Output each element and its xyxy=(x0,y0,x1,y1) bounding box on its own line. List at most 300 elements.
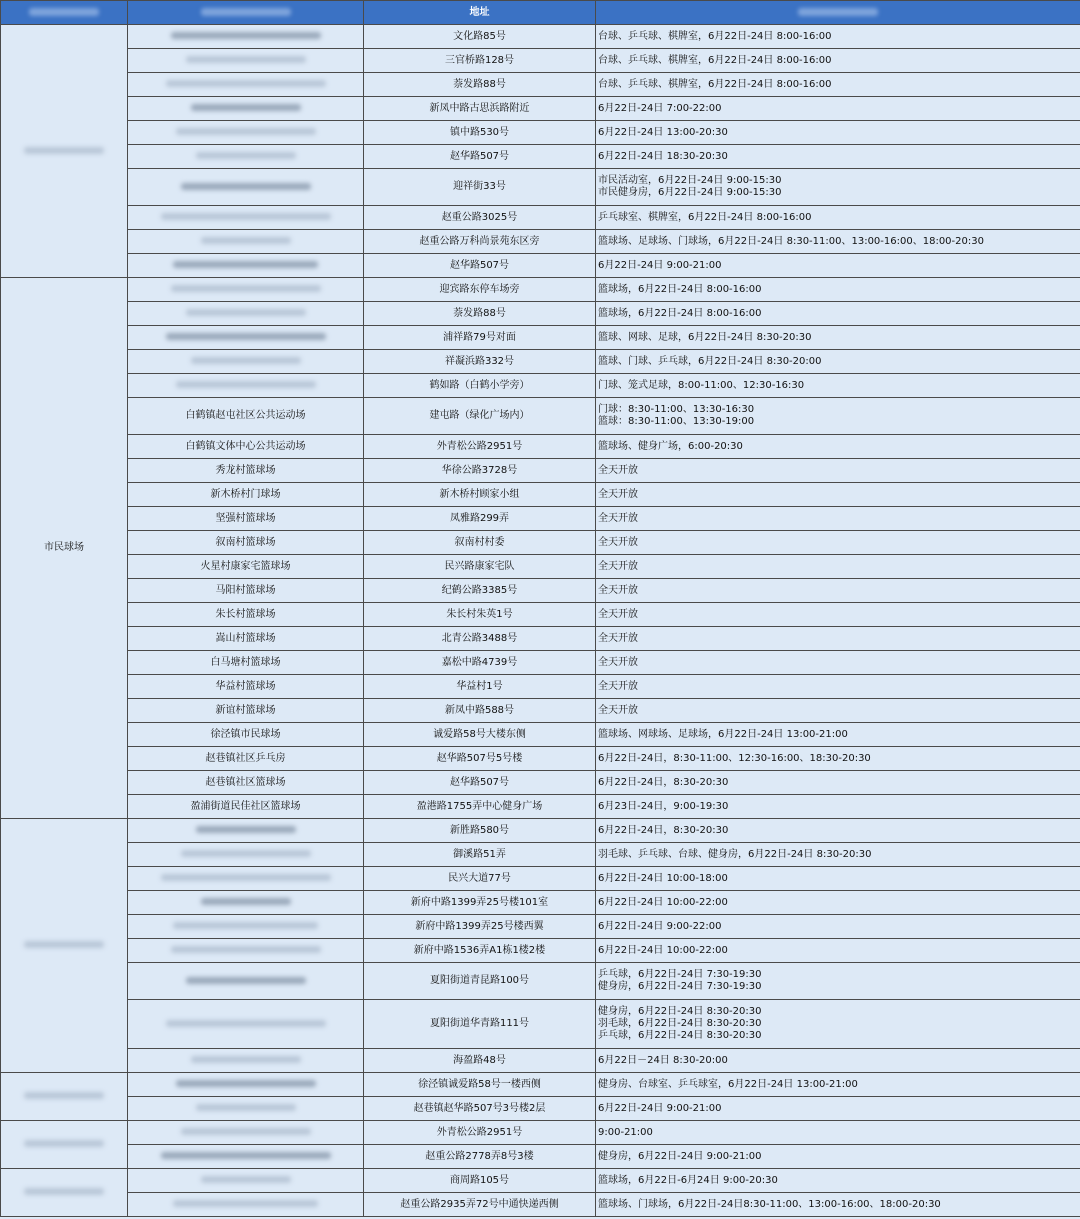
address-cell xyxy=(364,795,596,819)
table-row xyxy=(1,254,1080,278)
address-text: 赵华路507号5号楼 xyxy=(436,752,523,764)
table-row xyxy=(1,747,1080,771)
open-hours-line: 全天开放 xyxy=(598,680,638,692)
redacted-venue xyxy=(191,357,301,364)
redacted-venue xyxy=(181,1128,311,1135)
open-hours-line: 篮球场、门球场，6月22日-24日8:30-11:00、13:00-16:00、18:00-20:30 xyxy=(598,1198,941,1210)
redacted-venue xyxy=(201,898,291,905)
address-cell xyxy=(364,771,596,795)
address-cell xyxy=(364,627,596,651)
category-cell xyxy=(1,1169,128,1217)
address-cell xyxy=(364,302,596,326)
address-text: 祥凝浜路332号 xyxy=(444,355,515,367)
address-cell xyxy=(364,1049,596,1073)
open-hours-cell xyxy=(596,651,1080,675)
category-cell xyxy=(1,819,128,1073)
address-text: 夏阳街道华青路111号 xyxy=(429,1018,530,1029)
table-row xyxy=(1,939,1080,963)
venue-cell xyxy=(128,169,364,206)
table-body xyxy=(1,25,1080,1217)
address-cell xyxy=(364,747,596,771)
address-text: 赵巷镇赵华路507号3号楼2层 xyxy=(413,1102,546,1114)
table-row xyxy=(1,531,1080,555)
open-hours-line: 健身房，6月22日-24日 7:30-19:30 xyxy=(598,981,762,992)
address-cell xyxy=(364,1169,596,1193)
table-row xyxy=(1,1145,1080,1169)
open-hours-cell xyxy=(596,843,1080,867)
redacted-venue xyxy=(176,1080,316,1087)
open-hours-cell xyxy=(596,73,1080,97)
venue-name: 秀龙村篮球场 xyxy=(215,464,276,476)
open-hours-line: 篮球场、网球场、足球场，6月22日-24日 13:00-21:00 xyxy=(598,728,848,740)
redacted-venue xyxy=(161,213,331,220)
address-cell xyxy=(364,254,596,278)
address-text: 新胜路580号 xyxy=(449,824,510,836)
venue-cell xyxy=(128,1000,364,1049)
open-hours-cell xyxy=(596,939,1080,963)
table-row xyxy=(1,326,1080,350)
open-hours-line: 6月22日-24日 13:00-20:30 xyxy=(598,126,728,138)
table-row xyxy=(1,723,1080,747)
table-row xyxy=(1,699,1080,723)
venue-cell xyxy=(128,73,364,97)
address-cell xyxy=(364,651,596,675)
open-hours-cell xyxy=(596,97,1080,121)
category-cell xyxy=(1,1073,128,1121)
redacted-venue xyxy=(171,285,321,292)
open-hours-line: 6月22日-24日 10:00-22:00 xyxy=(598,944,728,956)
address-text: 外青松公路2951号 xyxy=(436,1126,523,1138)
address-text: 夏阳街道青昆路100号 xyxy=(429,975,530,986)
redacted-venue xyxy=(166,333,326,340)
table-row xyxy=(1,435,1080,459)
redacted-venue xyxy=(196,1104,296,1111)
table-row xyxy=(1,350,1080,374)
address-text: 商周路105号 xyxy=(449,1174,510,1186)
table-row xyxy=(1,145,1080,169)
table-row xyxy=(1,97,1080,121)
open-hours-line: 全天开放 xyxy=(598,536,638,548)
address-cell xyxy=(364,1073,596,1097)
address-text: 赵重公路2778弄8号3楼 xyxy=(425,1150,534,1162)
open-hours-line: 市民健身房，6月22日-24日 9:00-15:30 xyxy=(598,187,782,198)
venue-cell xyxy=(128,374,364,398)
open-hours-cell xyxy=(596,230,1080,254)
open-hours-cell xyxy=(596,915,1080,939)
open-hours-cell xyxy=(596,699,1080,723)
table-row xyxy=(1,25,1080,49)
redacted-venue xyxy=(173,1200,318,1207)
redacted-venue xyxy=(186,309,306,316)
open-hours-line: 篮球场，6月22日-6月24日 9:00-20:30 xyxy=(598,1174,778,1186)
table-row xyxy=(1,579,1080,603)
open-hours-line: 6月22日-24日 9:00-21:00 xyxy=(598,1102,722,1114)
address-text: 文化路85号 xyxy=(453,30,506,42)
venue-name: 坚强村篮球场 xyxy=(215,512,276,524)
venue-cell xyxy=(128,555,364,579)
open-hours-line: 羽毛球、乒乓球、台球、健身房，6月22日-24日 8:30-20:30 xyxy=(598,848,872,860)
table-row xyxy=(1,121,1080,145)
address-text: 诚爱路58号大楼东侧 xyxy=(433,728,526,740)
table-row xyxy=(1,603,1080,627)
open-hours-cell xyxy=(596,145,1080,169)
venue-cell xyxy=(128,278,364,302)
address-cell xyxy=(364,699,596,723)
table-row xyxy=(1,795,1080,819)
open-hours-cell xyxy=(596,627,1080,651)
address-text: 赵华路507号 xyxy=(449,776,510,788)
address-cell xyxy=(364,867,596,891)
venue-name: 白鹤镇文体中心公共运动场 xyxy=(185,440,306,452)
open-hours-cell xyxy=(596,169,1080,206)
venue-cell xyxy=(128,483,364,507)
open-hours-line: 9:00-21:00 xyxy=(598,1126,653,1138)
address-text: 徐泾镇诚爱路58号一楼西侧 xyxy=(418,1078,541,1090)
table-row xyxy=(1,1193,1080,1217)
open-hours-cell xyxy=(596,867,1080,891)
header-category xyxy=(1,1,128,25)
venue-name: 新木桥村门球场 xyxy=(210,488,281,500)
header-venue xyxy=(128,1,364,25)
address-cell xyxy=(364,1097,596,1121)
address-cell xyxy=(364,121,596,145)
open-hours-line: 6月22日-24日，8:30-20:30 xyxy=(598,824,729,836)
open-hours-cell xyxy=(596,398,1080,435)
table-row xyxy=(1,843,1080,867)
header-address: 地址 xyxy=(364,1,596,25)
venue-cell xyxy=(128,1193,364,1217)
open-hours-line: 门球、笼式足球，8:00-11:00、12:30-16:30 xyxy=(598,379,805,391)
address-text: 赵华路507号 xyxy=(449,150,510,162)
address-cell xyxy=(364,939,596,963)
venue-cell xyxy=(128,867,364,891)
address-text: 纪鹤公路3385号 xyxy=(441,584,518,596)
redacted-category xyxy=(24,1092,104,1099)
venue-cell xyxy=(128,25,364,49)
table-row xyxy=(1,915,1080,939)
open-hours-cell xyxy=(596,121,1080,145)
header-row xyxy=(1,1,1080,25)
redacted-venue xyxy=(176,128,316,135)
address-cell xyxy=(364,603,596,627)
open-hours-line: 全天开放 xyxy=(598,512,638,524)
open-hours-line: 6月22日-24日，8:30-11:00、12:30-16:00、18:30-20:30 xyxy=(598,752,871,764)
open-hours-line: 6月23日-24日，9:00-19:30 xyxy=(598,800,729,812)
venue-name: 新谊村篮球场 xyxy=(215,704,276,716)
venue-cell xyxy=(128,603,364,627)
address-text: 盈港路1755弄中心健身广场 xyxy=(416,800,543,812)
table-row xyxy=(1,675,1080,699)
address-text: 赵华路507号 xyxy=(449,259,510,271)
open-hours-cell xyxy=(596,795,1080,819)
redacted-category xyxy=(24,147,104,154)
table-row xyxy=(1,1121,1080,1145)
open-hours-cell xyxy=(596,747,1080,771)
venue-cell xyxy=(128,350,364,374)
open-hours-cell xyxy=(596,374,1080,398)
address-text: 新凤中路588号 xyxy=(444,704,515,716)
venue-cell xyxy=(128,891,364,915)
address-text: 叙南村村委 xyxy=(454,536,505,548)
open-hours-cell xyxy=(596,507,1080,531)
address-text: 民兴大道77号 xyxy=(448,872,511,884)
open-hours-line: 篮球、门球、乒乓球，6月22日-24日 8:30-20:00 xyxy=(598,355,822,367)
redacted-venue xyxy=(196,826,296,833)
address-text: 建屯路（绿化广场内） xyxy=(429,410,530,421)
redacted-venue xyxy=(186,977,306,984)
address-cell xyxy=(364,206,596,230)
venue-cell xyxy=(128,230,364,254)
venue-cell xyxy=(128,302,364,326)
table-row xyxy=(1,230,1080,254)
table-row xyxy=(1,867,1080,891)
open-hours-cell xyxy=(596,723,1080,747)
address-text: 外青松公路2951号 xyxy=(436,440,523,452)
open-hours-cell xyxy=(596,25,1080,49)
venue-cell xyxy=(128,206,364,230)
open-hours-cell xyxy=(596,819,1080,843)
table-row xyxy=(1,1000,1080,1049)
venue-cell xyxy=(128,771,364,795)
open-hours-line: 乒乓球，6月22日-24日 8:30-20:30 xyxy=(598,1030,762,1041)
venue-cell xyxy=(128,843,364,867)
table-row xyxy=(1,483,1080,507)
venue-cell xyxy=(128,145,364,169)
venue-cell xyxy=(128,398,364,435)
open-hours-cell xyxy=(596,603,1080,627)
open-hours-line: 健身房，6月22日-24日 8:30-20:30 xyxy=(598,1006,762,1017)
table-row xyxy=(1,651,1080,675)
venue-cell xyxy=(128,939,364,963)
venue-cell xyxy=(128,795,364,819)
open-hours-cell xyxy=(596,1169,1080,1193)
table-row xyxy=(1,278,1080,302)
open-hours-line: 全天开放 xyxy=(598,632,638,644)
redacted-venue xyxy=(191,104,301,111)
address-cell xyxy=(364,723,596,747)
open-hours-line: 全天开放 xyxy=(598,704,638,716)
open-hours-cell xyxy=(596,1097,1080,1121)
table-row xyxy=(1,1073,1080,1097)
address-text: 萘发路88号 xyxy=(453,78,506,90)
address-text: 民兴路康家宅队 xyxy=(444,560,515,572)
redacted-venue xyxy=(161,1152,331,1159)
table-row xyxy=(1,459,1080,483)
redacted-category xyxy=(24,1140,104,1147)
venue-cell xyxy=(128,915,364,939)
venue-cell xyxy=(128,49,364,73)
table-row xyxy=(1,507,1080,531)
address-text: 赵重公路3025号 xyxy=(441,211,518,223)
address-cell xyxy=(364,169,596,206)
venue-cell xyxy=(128,579,364,603)
open-hours-line: 6月22日-24日 10:00-18:00 xyxy=(598,872,728,884)
open-hours-line: 篮球场、健身广场，6:00-20:30 xyxy=(598,440,743,452)
open-hours-line: 台球、乒乓球、棋牌室，6月22日-24日 8:00-16:00 xyxy=(598,78,832,90)
redacted-venue xyxy=(201,1176,291,1183)
open-hours-line: 全天开放 xyxy=(598,656,638,668)
address-cell xyxy=(364,326,596,350)
open-hours-cell xyxy=(596,254,1080,278)
open-hours-line: 全天开放 xyxy=(598,560,638,572)
address-text: 华徐公路3728号 xyxy=(441,464,518,476)
address-text: 新府中路1399弄25号楼101室 xyxy=(410,896,549,908)
table-row xyxy=(1,169,1080,206)
venue-cell xyxy=(128,1121,364,1145)
redacted-venue xyxy=(181,183,311,190)
address-cell xyxy=(364,1121,596,1145)
venue-cell xyxy=(128,819,364,843)
table-row xyxy=(1,73,1080,97)
venue-cell xyxy=(128,435,364,459)
venue-cell xyxy=(128,254,364,278)
address-cell xyxy=(364,579,596,603)
address-text: 华益村1号 xyxy=(456,680,503,692)
header-open xyxy=(596,1,1080,25)
address-text: 镇中路530号 xyxy=(449,126,510,138)
open-hours-line: 全天开放 xyxy=(598,464,638,476)
venue-name: 华益村篮球场 xyxy=(215,680,276,692)
table-row xyxy=(1,206,1080,230)
address-cell xyxy=(364,675,596,699)
address-cell xyxy=(364,459,596,483)
table-row xyxy=(1,819,1080,843)
open-hours-cell xyxy=(596,555,1080,579)
open-hours-cell xyxy=(596,302,1080,326)
open-hours-line: 6月22日-24日 7:00-22:00 xyxy=(598,102,722,114)
address-text: 朱长村朱英1号 xyxy=(446,608,513,620)
open-hours-line: 篮球场，6月22日-24日 8:00-16:00 xyxy=(598,307,762,319)
open-hours-cell xyxy=(596,891,1080,915)
open-hours-cell xyxy=(596,350,1080,374)
address-cell xyxy=(364,49,596,73)
open-hours-cell xyxy=(596,326,1080,350)
venue-cell xyxy=(128,326,364,350)
open-hours-cell xyxy=(596,1121,1080,1145)
open-hours-cell xyxy=(596,1193,1080,1217)
redacted-category xyxy=(24,941,104,948)
open-hours-line: 6月22日－24日 8:30-20:00 xyxy=(598,1054,728,1066)
venue-cell xyxy=(128,963,364,1000)
venue-cell xyxy=(128,507,364,531)
address-cell xyxy=(364,374,596,398)
address-text: 北青公路3488号 xyxy=(441,632,518,644)
open-hours-cell xyxy=(596,1049,1080,1073)
open-hours-line: 6月22日-24日 18:30-20:30 xyxy=(598,150,728,162)
open-hours-cell xyxy=(596,675,1080,699)
venue-name: 朱长村篮球场 xyxy=(215,608,276,620)
open-hours-cell xyxy=(596,1073,1080,1097)
address-cell xyxy=(364,73,596,97)
open-hours-cell xyxy=(596,206,1080,230)
redacted-venue xyxy=(173,922,318,929)
redacted-venue xyxy=(196,152,296,159)
redacted-venue xyxy=(173,261,318,268)
redacted-venue xyxy=(171,32,321,39)
venue-cell xyxy=(128,675,364,699)
address-cell xyxy=(364,531,596,555)
open-hours-cell xyxy=(596,459,1080,483)
address-text: 迎宾路东停车场旁 xyxy=(439,283,520,295)
venue-cell xyxy=(128,459,364,483)
open-hours-line: 篮球场、足球场、门球场，6月22日-24日 8:30-11:00、13:00-16:00、18:00-20:30 xyxy=(598,235,984,247)
table-row xyxy=(1,398,1080,435)
address-cell xyxy=(364,145,596,169)
venue-name: 白马塘村篮球场 xyxy=(210,656,281,668)
venue-name: 赵巷镇社区篮球场 xyxy=(205,776,286,788)
address-cell xyxy=(364,915,596,939)
open-hours-line: 6月22日-24日 10:00-22:00 xyxy=(598,896,728,908)
table-row xyxy=(1,627,1080,651)
address-cell xyxy=(364,507,596,531)
redacted-venue xyxy=(201,237,291,244)
address-text: 新府中路1536弄A1栋1楼2楼 xyxy=(413,944,546,956)
open-hours-cell xyxy=(596,49,1080,73)
address-text: 萘发路88号 xyxy=(453,307,506,319)
open-hours-cell xyxy=(596,435,1080,459)
venue-cell xyxy=(128,747,364,771)
open-hours-line: 乒乓球，6月22日-24日 7:30-19:30 xyxy=(598,969,762,980)
open-hours-line: 市民活动室，6月22日-24日 9:00-15:30 xyxy=(598,175,782,186)
table-row xyxy=(1,49,1080,73)
address-text: 新凤中路古思浜路附近 xyxy=(429,102,530,114)
address-cell xyxy=(364,350,596,374)
venue-name: 白鹤镇赵屯社区公共运动场 xyxy=(185,410,306,421)
address-text: 海盈路48号 xyxy=(453,1054,506,1066)
open-hours-line: 乒乓球室、棋牌室，6月22日-24日 8:00-16:00 xyxy=(598,211,812,223)
address-text: 三官桥路128号 xyxy=(444,54,515,66)
open-hours-cell xyxy=(596,278,1080,302)
address-cell xyxy=(364,230,596,254)
address-cell xyxy=(364,1145,596,1169)
venue-name: 盈浦街道民佳社区篮球场 xyxy=(190,800,301,812)
address-text: 新木桥村顾家小组 xyxy=(439,488,520,500)
address-text: 新府中路1399弄25号楼西翼 xyxy=(415,920,544,932)
open-hours-line: 羽毛球，6月22日-24日 8:30-20:30 xyxy=(598,1018,762,1029)
venue-cell xyxy=(128,723,364,747)
venue-cell xyxy=(128,1049,364,1073)
open-hours-cell xyxy=(596,771,1080,795)
address-text: 赵重公路2935弄72号中通快递西侧 xyxy=(400,1198,559,1210)
venue-cell xyxy=(128,1169,364,1193)
address-text: 御溪路51弄 xyxy=(453,848,506,860)
venue-cell xyxy=(128,97,364,121)
open-hours-line: 台球、乒乓球、棋牌室，6月22日-24日 8:00-16:00 xyxy=(598,30,832,42)
table-row xyxy=(1,963,1080,1000)
redacted-venue xyxy=(171,946,321,953)
venue-cell xyxy=(128,1097,364,1121)
address-cell xyxy=(364,483,596,507)
venue-name: 火星村康家宅篮球场 xyxy=(200,560,291,572)
open-hours-line: 全天开放 xyxy=(598,584,638,596)
address-cell xyxy=(364,398,596,435)
redacted-venue xyxy=(176,381,316,388)
venue-cell xyxy=(128,699,364,723)
address-cell xyxy=(364,278,596,302)
redacted-category xyxy=(24,1188,104,1195)
address-text: 嘉松中路4739号 xyxy=(441,656,518,668)
venue-name: 赵巷镇社区乒乓房 xyxy=(205,752,286,764)
table-row xyxy=(1,1169,1080,1193)
open-hours-cell xyxy=(596,531,1080,555)
open-hours-line: 全天开放 xyxy=(598,488,638,500)
table-row xyxy=(1,555,1080,579)
table-row xyxy=(1,302,1080,326)
redacted-venue xyxy=(186,56,306,63)
open-hours-line: 篮球、网球、足球，6月22日-24日 8:30-20:30 xyxy=(598,331,812,343)
category-cell xyxy=(1,25,128,278)
address-text: 凤雅路299弄 xyxy=(449,512,510,524)
